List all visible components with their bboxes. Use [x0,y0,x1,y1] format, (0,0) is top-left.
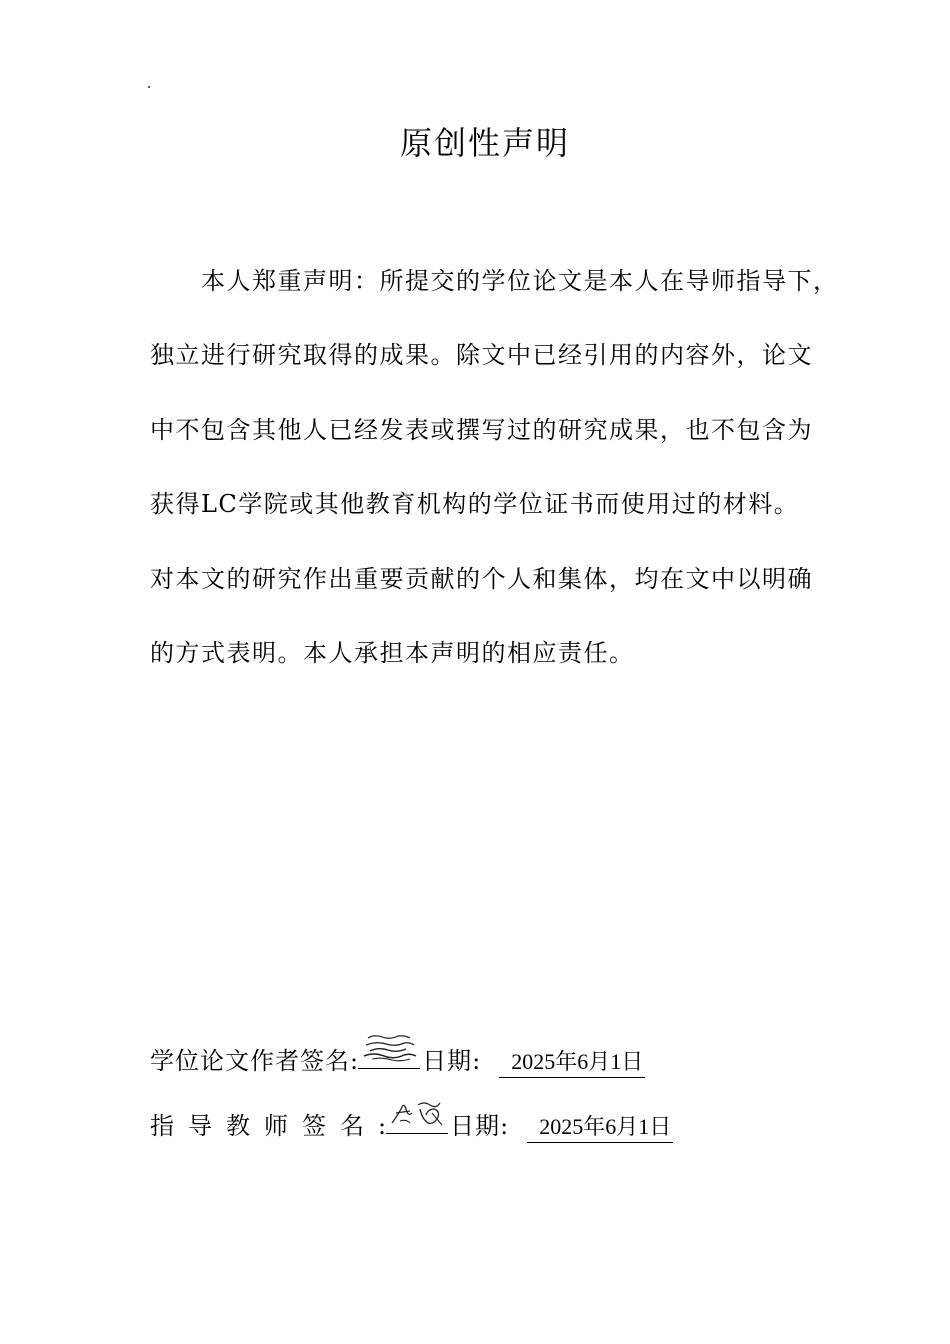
advisor-signature-row [150,1103,673,1143]
author-date-value: 2025年6月1日 [499,1047,645,1078]
paragraph-line-3: 中不包含其他人已经发表或撰写过的研究成果，也不包含为 [150,416,813,444]
page-title: 原创性声明 [399,124,570,162]
advisor-signature-field [386,1103,448,1134]
author-signature-label: 学位论文作者签名 [150,1047,350,1075]
paragraph-line-1: 本人郑重声明：所提交的学位论文是本人在导师指导下， [201,267,839,295]
scan-speck [148,86,150,88]
advisor-signature-colon: : [378,1112,387,1140]
author-signature-colon: : [350,1047,359,1075]
author-signature-field [358,1038,420,1069]
author-handwritten-signature [360,1032,418,1066]
advisor-date-label: 日期: [450,1112,510,1140]
advisor-handwritten-signature [388,1097,446,1131]
paragraph-line-6: 的方式表明。本人承担本声明的相应责任。 [150,639,635,667]
author-signature-row [150,1038,645,1078]
paragraph-line-2: 独立进行研究取得的成果。除文中已经引用的内容外，论文 [150,341,813,369]
advisor-signature-label: 指导教师签名 [150,1112,378,1140]
paragraph-line-5: 对本文的研究作出重要贡献的个人和集体，均在文中以明确 [150,565,813,593]
advisor-date-value: 2025年6月1日 [527,1112,673,1143]
paragraph-line-4: 获得LC学院或其他教育机构的学位证书而使用过的材料。 [150,490,800,518]
author-date-label: 日期: [422,1047,482,1075]
